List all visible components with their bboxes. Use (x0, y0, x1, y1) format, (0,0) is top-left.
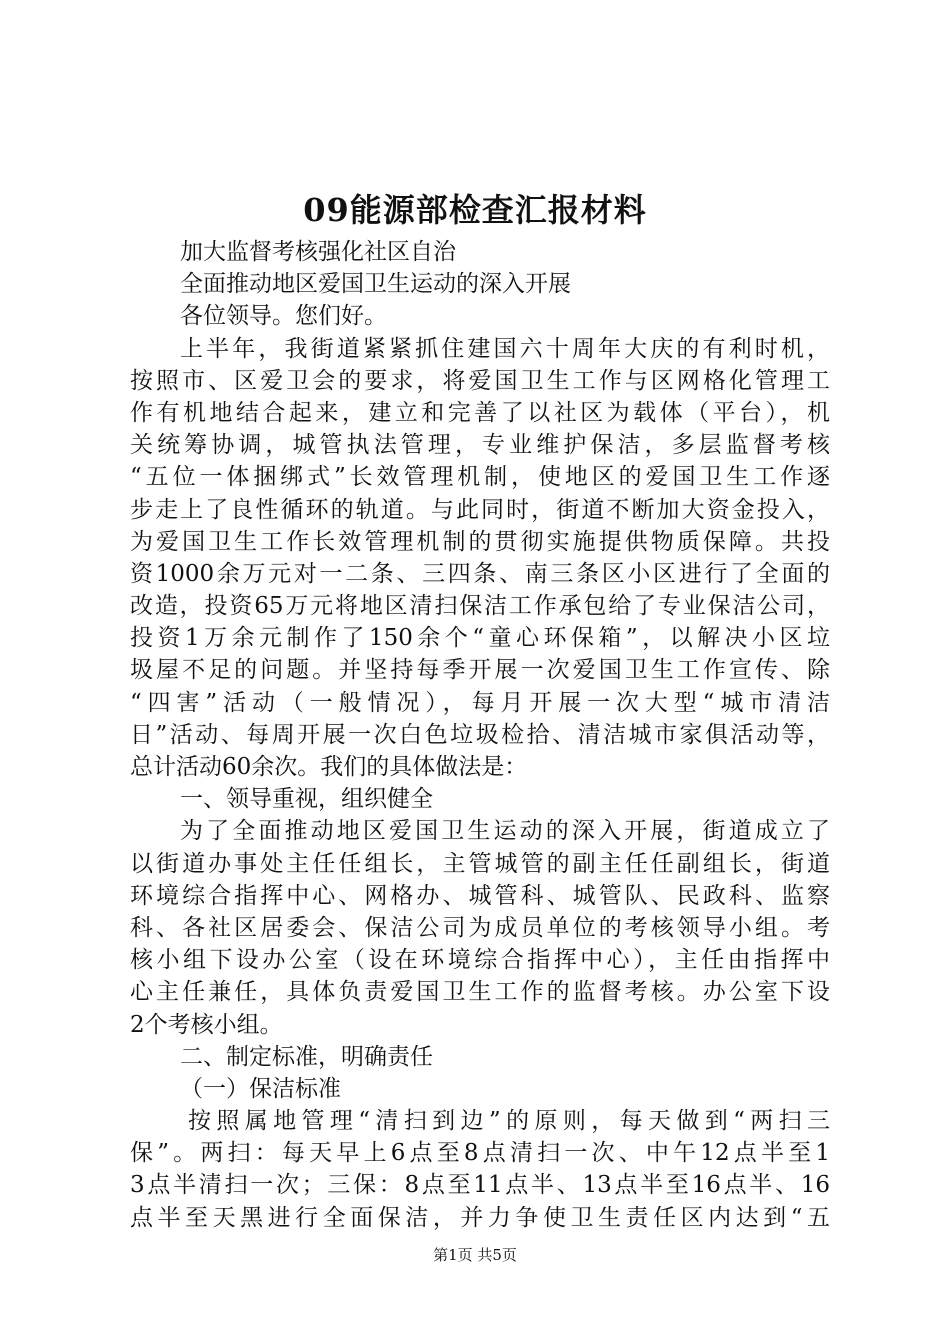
heading-line: 加大监督考核强化社区自治 (180, 239, 456, 265)
paragraph-line: 点半至天黑进行全面保洁，并力争使卫生责任区内达到“五 (130, 1204, 830, 1231)
paragraph-line: 按照属地管理“清扫到边”的原则，每天做到“两扫三 (188, 1108, 830, 1135)
heading-line: 全面推动地区爱国卫生运动的深入开展 (180, 271, 571, 298)
paragraph-line: 3点半清扫一次；三保：8点至11点半、13点半至16点半、16 (130, 1172, 830, 1199)
greeting-line: 各位领导。您们好。 (180, 303, 387, 330)
subsection-heading: （一）保洁标准 (180, 1075, 341, 1102)
page-number-footer: 第1页 共5页 (433, 1246, 517, 1264)
section-heading: 一、领导重视，组织健全 (180, 786, 433, 813)
paragraph-line: 2个考核小组。 (130, 1011, 283, 1038)
paragraph-line: 环境综合指挥中心、网格办、城管科、城管队、民政科、监察 (130, 882, 830, 909)
paragraph-line: 圾屋不足的问题。并坚持每季开展一次爱国卫生工作宣传、除 (130, 657, 830, 684)
paragraph-line: 改造，投资65万元将地区清扫保洁工作承包给了专业保洁公司， (130, 593, 830, 620)
paragraph-line: 为了全面推动地区爱国卫生运动的深入开展，街道成立了 (180, 818, 830, 845)
paragraph-line: 保”。两扫：每天早上6点至8点清扫一次、中午12点半至1 (130, 1140, 830, 1167)
paragraph-line: 作有机地结合起来，建立和完善了以社区为载体（平台），机 (130, 399, 830, 426)
paragraph-line: 日”活动、每周开展一次白色垃圾检拾、清洁城市家俱活动等， (130, 721, 830, 748)
paragraph-line: 为爱国卫生工作长效管理机制的贯彻实施提供物质保障。共投 (130, 528, 830, 555)
section-heading: 二、制定标准，明确责任 (180, 1043, 433, 1070)
paragraph-line: 关统筹协调，城管执法管理，专业维护保洁，多层监督考核 (130, 432, 830, 459)
paragraph-line: “四害”活动（一般情况），每月开展一次大型“城市清洁 (130, 689, 830, 716)
paragraph-line: 心主任兼任，具体负责爱国卫生工作的监督考核。办公室下设 (130, 979, 830, 1006)
paragraph-line: 核小组下设办公室（设在环境综合指挥中心），主任由指挥中 (130, 947, 830, 974)
paragraph-line: 总计活动60余次。我们的具体做法是： (130, 754, 528, 780)
document-body (130, 236, 830, 1234)
paragraph-line: 以街道办事处主任任组长，主管城管的副主任任副组长，街道 (130, 850, 830, 877)
document-title: 09能源部检查汇报材料 (303, 191, 647, 229)
paragraph-line: 资1000余万元对一二条、三四条、南三条区小区进行了全面的 (130, 560, 830, 587)
paragraph-line: 按照市、区爱卫会的要求，将爱国卫生工作与区网格化管理工 (130, 367, 830, 394)
paragraph-line: “五位一体捆绑式”长效管理机制，使地区的爱国卫生工作逐 (130, 464, 830, 491)
paragraph-line: 投资1万余元制作了150余个“童心环保箱”，以解决小区垃 (130, 625, 830, 652)
paragraph-line: 步走上了良性循环的轨道。与此同时，街道不断加大资金投入， (130, 496, 830, 523)
paragraph-line: 科、各社区居委会、保洁公司为成员单位的考核领导小组。考 (130, 914, 830, 941)
paragraph-line: 上半年，我街道紧紧抓住建国六十周年大庆的有利时机， (180, 335, 830, 362)
